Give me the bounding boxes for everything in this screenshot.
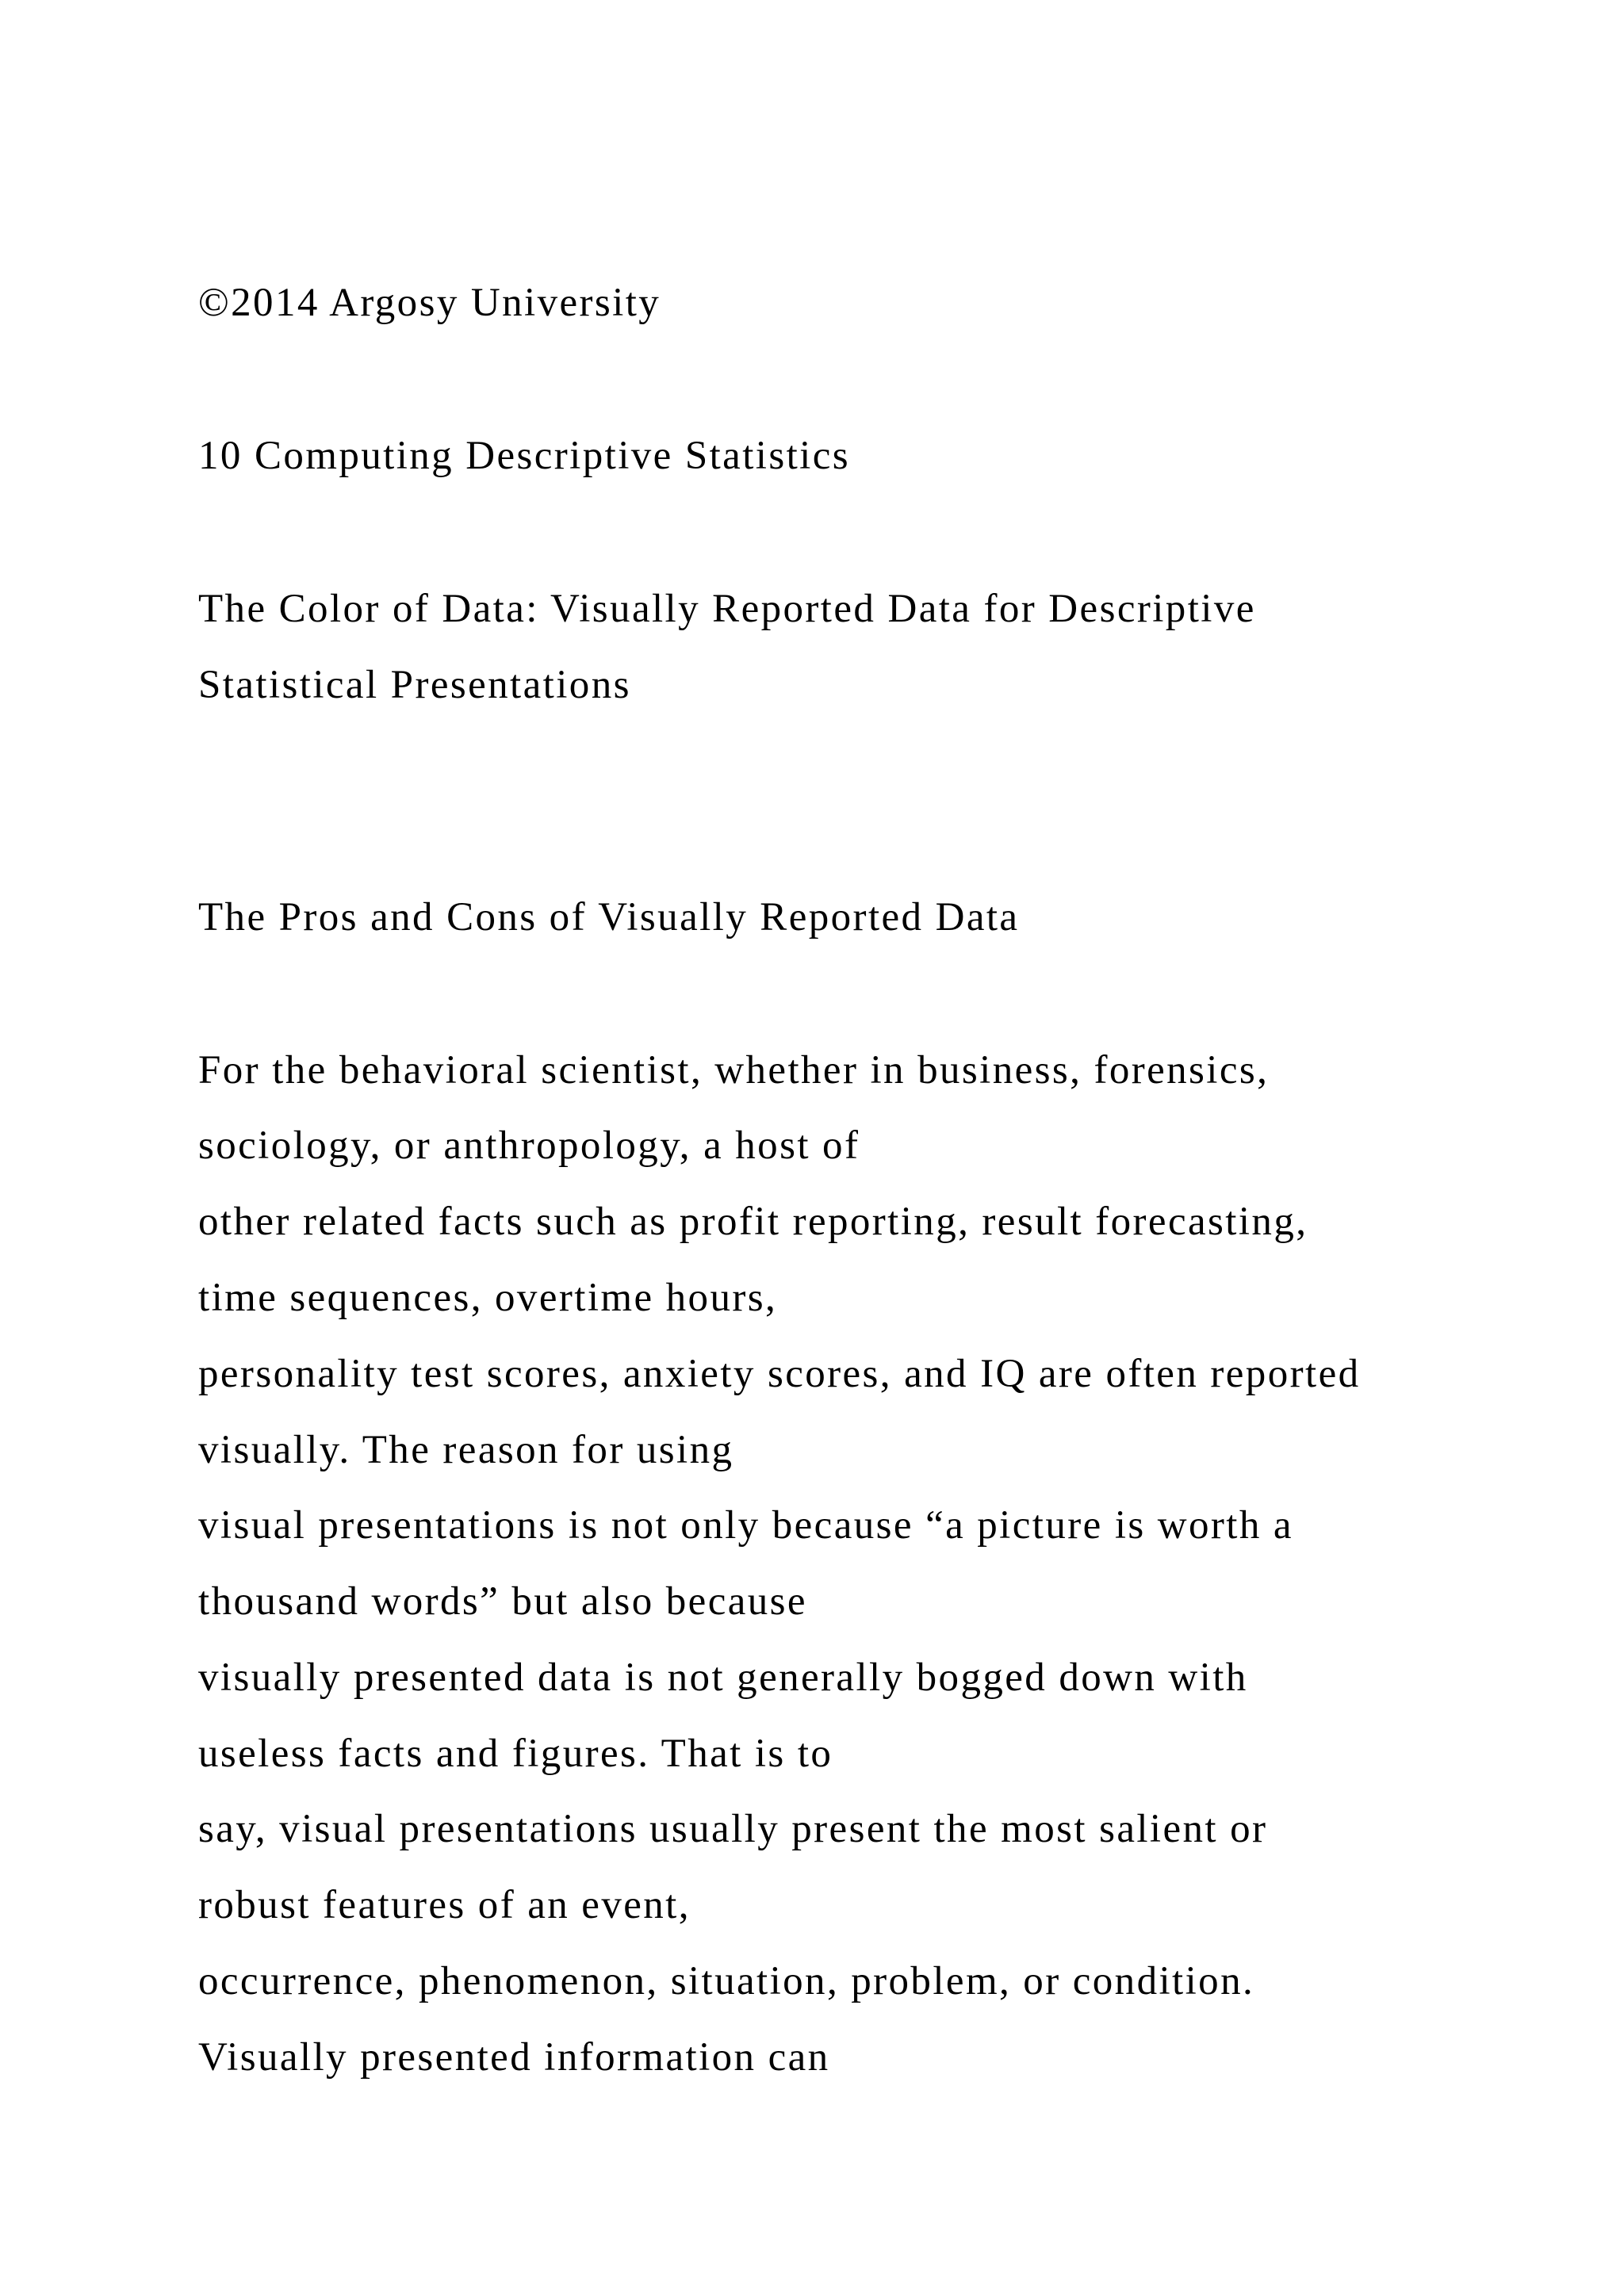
body-line: personality test scores, anxiety scores, and IQ are often reported <box>198 1352 1361 1396</box>
body-line: occurrence, phenomenon, situation, problem, or condition. <box>198 1959 1255 2003</box>
body-line: visual presentations is not only because “a picture is worth a <box>198 1503 1293 1548</box>
document-title-line-2: Statistical Presentations <box>198 663 631 707</box>
body-line: robust features of an event, <box>198 1883 691 1927</box>
body-line: thousand words” but also because <box>198 1579 807 1624</box>
body-line: useless facts and figures. That is to <box>198 1732 833 1776</box>
document-title-line-1: The Color of Data: Visually Reported Data for Descriptive <box>198 587 1256 631</box>
body-line: For the behavioral scientist, whether in business, forensics, <box>198 1048 1270 1093</box>
body-line: visually presented data is not generally bogged down with <box>198 1655 1248 1700</box>
copyright-line: ©2014 Argosy University <box>198 281 661 325</box>
body-line: time sequences, overtime hours, <box>198 1276 778 1320</box>
body-line: say, visual presentations usually present the most salient or <box>198 1807 1268 1851</box>
body-line: Visually presented information can <box>198 2035 830 2080</box>
module-heading: 10 Computing Descriptive Statistics <box>198 434 851 478</box>
section-heading: The Pros and Cons of Visually Reported Data <box>198 895 1020 939</box>
body-line: sociology, or anthropology, a host of <box>198 1123 860 1168</box>
body-line: other related facts such as profit reporting, result forecasting, <box>198 1200 1308 1244</box>
body-line: visually. The reason for using <box>198 1428 734 1472</box>
